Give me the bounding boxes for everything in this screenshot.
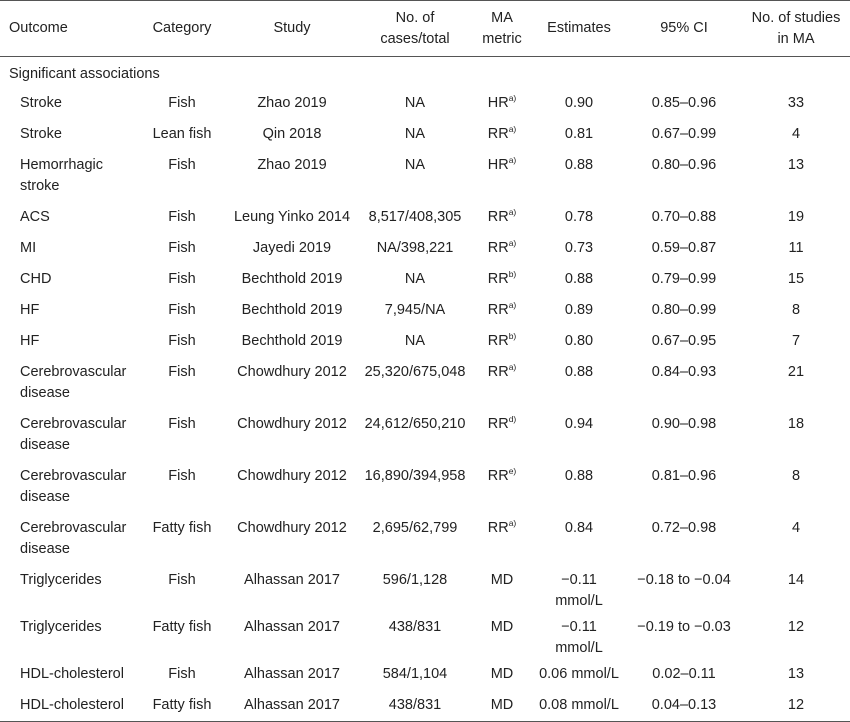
table-row [0,513,850,565]
table-row [0,409,850,461]
metric-label: RR [487,271,509,287]
cell-studies: 33 [787,95,805,111]
metric-label: MD [490,697,514,713]
cell-outcome: Cerebrovascular disease [20,520,127,557]
cell-cases: 596/1,128 [382,572,448,588]
table-row [0,326,850,357]
cell-ci: 0.72–0.98 [651,520,717,536]
cell-outcome: Cerebrovascular disease [20,468,127,505]
cell-cases: NA [404,271,426,287]
cell-studies: 12 [787,619,805,635]
cell-study: Zhao 2019 [257,95,327,111]
cell-studies: 21 [787,364,805,380]
table-row [0,88,850,119]
cell-estimate: 0.73 [564,240,594,256]
cell-studies: 13 [787,666,805,682]
footnote-marker: a) [508,155,517,165]
cell-metric [472,202,532,233]
cell-estimate: 0.78 [564,209,594,225]
metric-label: HR [487,95,509,111]
cell-studies: 15 [787,271,805,287]
cell-ci: 0.90–0.98 [651,416,717,432]
cell-outcome: Cerebrovascular disease [20,364,127,401]
metric-label: RR [487,302,509,318]
cell-study: Chowdhury 2012 [237,468,347,484]
footnote-marker: e) [508,466,517,476]
cell-ci: 0.81–0.96 [651,468,717,484]
cell-estimate: −0.11 mmol/L [555,572,603,609]
cell-category: Fatty fish [152,520,212,536]
metric-label: RR [487,364,509,380]
cell-cases: 584/1,104 [382,666,448,682]
cell-cases: NA/398,221 [376,240,454,256]
cell-estimate: 0.08 mmol/L [532,690,626,722]
cell-metric [472,357,532,409]
cell-ci: 0.59–0.87 [651,240,717,256]
cell-outcome: Stroke [20,95,62,111]
cell-metric [472,295,532,326]
cell-category: Fish [168,333,196,349]
footnote-marker: b) [508,269,517,279]
footnote-marker: a) [508,518,517,528]
header-ci: 95% CI [660,20,708,36]
metric-label: HR [487,157,509,173]
cell-category: Fish [168,364,196,380]
cell-category: Fatty fish [152,619,212,635]
cell-estimate: 0.90 [564,95,594,111]
table-row [0,202,850,233]
cell-estimate: 0.06 mmol/L [539,666,619,682]
cell-metric [472,565,532,612]
cell-category: Fatty fish [138,690,226,722]
metric-label: RR [487,240,509,256]
cell-metric [472,233,532,264]
footnote-marker: a) [508,93,517,103]
table-row [0,119,850,150]
cell-study: Zhao 2019 [257,157,327,173]
metric-label: RR [487,520,509,536]
cell-metric [472,150,532,202]
table-row [0,659,850,690]
cell-category: Fish [168,209,196,225]
footnote-marker: a) [508,362,517,372]
cell-estimate: 0.94 [564,416,594,432]
cell-estimate: 0.88 [564,157,594,173]
cell-ci: 0.67–0.95 [651,333,717,349]
cell-study: Alhassan 2017 [244,619,340,635]
cell-ci: 0.85–0.96 [651,95,717,111]
cell-category: Fish [168,302,196,318]
cell-study: Alhassan 2017 [226,690,358,722]
cell-study: Leung Yinko 2014 [233,209,351,225]
header-metric: MA metric [482,9,522,47]
cell-estimate: 0.88 [564,468,594,484]
cell-estimate: 0.84 [564,520,594,536]
cell-study: Alhassan 2017 [244,666,340,682]
table-row [0,612,850,659]
cell-ci: 0.02–0.11 [652,666,716,682]
cell-cases: 16,890/394,958 [364,468,466,484]
footnote-marker: a) [508,124,517,134]
cell-metric [472,612,532,659]
metric-label: RR [487,468,509,484]
cell-study: Bechthold 2019 [241,333,343,349]
cell-estimate: 0.80 [564,333,594,349]
cell-category: Fish [168,240,196,256]
cell-ci: −0.18 to −0.04 [637,572,731,588]
cell-metric [472,326,532,357]
cell-cases: NA [404,333,426,349]
header-category: Category [152,20,212,36]
cell-category: Fish [168,95,196,111]
cell-outcome: Stroke [20,126,62,142]
cell-category: Fish [168,157,196,173]
cell-outcome: Cerebrovascular disease [20,416,127,453]
metric-label: RR [487,126,509,142]
cell-outcome: MI [20,240,37,256]
cell-ci: 0.67–0.99 [651,126,717,142]
cell-studies: 4 [791,126,801,142]
cell-cases: 438/831 [388,619,442,635]
cell-study: Chowdhury 2012 [237,520,347,536]
metric-label: RR [487,333,509,349]
cell-category: Fish [168,666,196,682]
cell-metric [472,513,532,565]
cell-outcome: Hemorrhagic stroke [20,157,103,194]
header-study: Study [273,20,311,36]
cell-outcome: ACS [20,209,50,225]
cell-study: Chowdhury 2012 [237,416,347,432]
cell-metric [472,409,532,461]
cell-cases: NA [404,126,426,142]
metric-label: MD [490,666,514,682]
cell-metric [472,690,532,722]
cell-studies: 14 [787,572,805,588]
metric-label: RR [487,209,509,225]
table-row [0,690,850,722]
cell-ci: −0.19 to −0.03 [637,619,731,635]
cell-studies: 8 [791,468,801,484]
cell-studies: 18 [787,416,805,432]
table-row [0,461,850,513]
table-row [0,264,850,295]
table-row [0,150,850,202]
cell-cases: 2,695/62,799 [372,520,458,536]
footnote-marker: d) [508,414,517,424]
cell-metric [472,119,532,150]
cell-estimate: 0.88 [564,364,594,380]
cell-study: Alhassan 2017 [244,572,340,588]
cell-ci: 0.84–0.93 [651,364,717,380]
cell-ci: 0.04–0.13 [626,690,742,722]
cell-ci: 0.79–0.99 [651,271,717,287]
group-label: Significant associations [9,66,160,82]
cell-cases: NA [404,95,426,111]
footnote-marker: b) [508,331,517,341]
cell-metric [472,659,532,690]
table-row [0,295,850,326]
cell-estimate: −0.11 mmol/L [555,619,603,656]
cell-ci: 0.70–0.88 [651,209,717,225]
cell-category: Fish [168,271,196,287]
cell-category: Fish [168,416,196,432]
cell-metric [472,88,532,119]
cell-estimate: 0.88 [564,271,594,287]
cell-estimate: 0.89 [564,302,594,318]
cell-cases: 438/831 [358,690,472,722]
cell-cases: 25,320/675,048 [364,364,466,380]
cell-estimate: 0.81 [564,126,594,142]
cell-ci: 0.80–0.99 [651,302,717,318]
cell-study: Chowdhury 2012 [237,364,347,380]
cell-study: Qin 2018 [262,126,322,142]
cell-study: Bechthold 2019 [241,271,343,287]
cell-category: Fish [168,468,196,484]
metric-label: MD [490,572,514,588]
header-studies: No. of studies in MA [751,9,841,47]
footnote-marker: a) [508,238,517,248]
header-cases: No. of cases/total [380,9,450,47]
cell-outcome: HDL-cholesterol [0,690,138,722]
cell-studies: 4 [791,520,801,536]
cell-study: Jayedi 2019 [252,240,332,256]
cell-cases: 7,945/NA [384,302,446,318]
header-estimates: Estimates [547,20,611,36]
group-row [0,57,850,89]
cell-category: Lean fish [152,126,212,142]
cell-cases: 24,612/650,210 [364,416,466,432]
metric-label: RR [487,416,509,432]
table-row [0,357,850,409]
cell-studies: 13 [787,157,805,173]
cell-study: Bechthold 2019 [241,302,343,318]
cell-studies: 7 [791,333,801,349]
footnote-marker: a) [508,207,517,217]
cell-outcome: HDL-cholesterol [20,666,124,682]
cell-cases: 8,517/408,305 [368,209,462,225]
cell-ci: 0.80–0.96 [651,157,717,173]
cell-outcome: Triglycerides [20,572,102,588]
cell-studies: 19 [787,209,805,225]
cell-outcome: HF [20,302,40,318]
header-row [0,1,850,57]
cell-metric [472,461,532,513]
cell-outcome: Triglycerides [20,619,102,635]
cell-studies: 8 [791,302,801,318]
table-row [0,565,850,612]
cell-studies: 12 [742,690,850,722]
cell-cases: NA [404,157,426,173]
metric-label: MD [490,619,514,635]
cell-category: Fish [168,572,196,588]
cell-studies: 11 [788,240,804,256]
cell-metric [472,264,532,295]
header-outcome: Outcome [9,20,68,36]
cell-outcome: HF [20,333,40,349]
table-row [0,233,850,264]
cell-outcome: CHD [20,271,52,287]
footnote-marker: a) [508,300,517,310]
